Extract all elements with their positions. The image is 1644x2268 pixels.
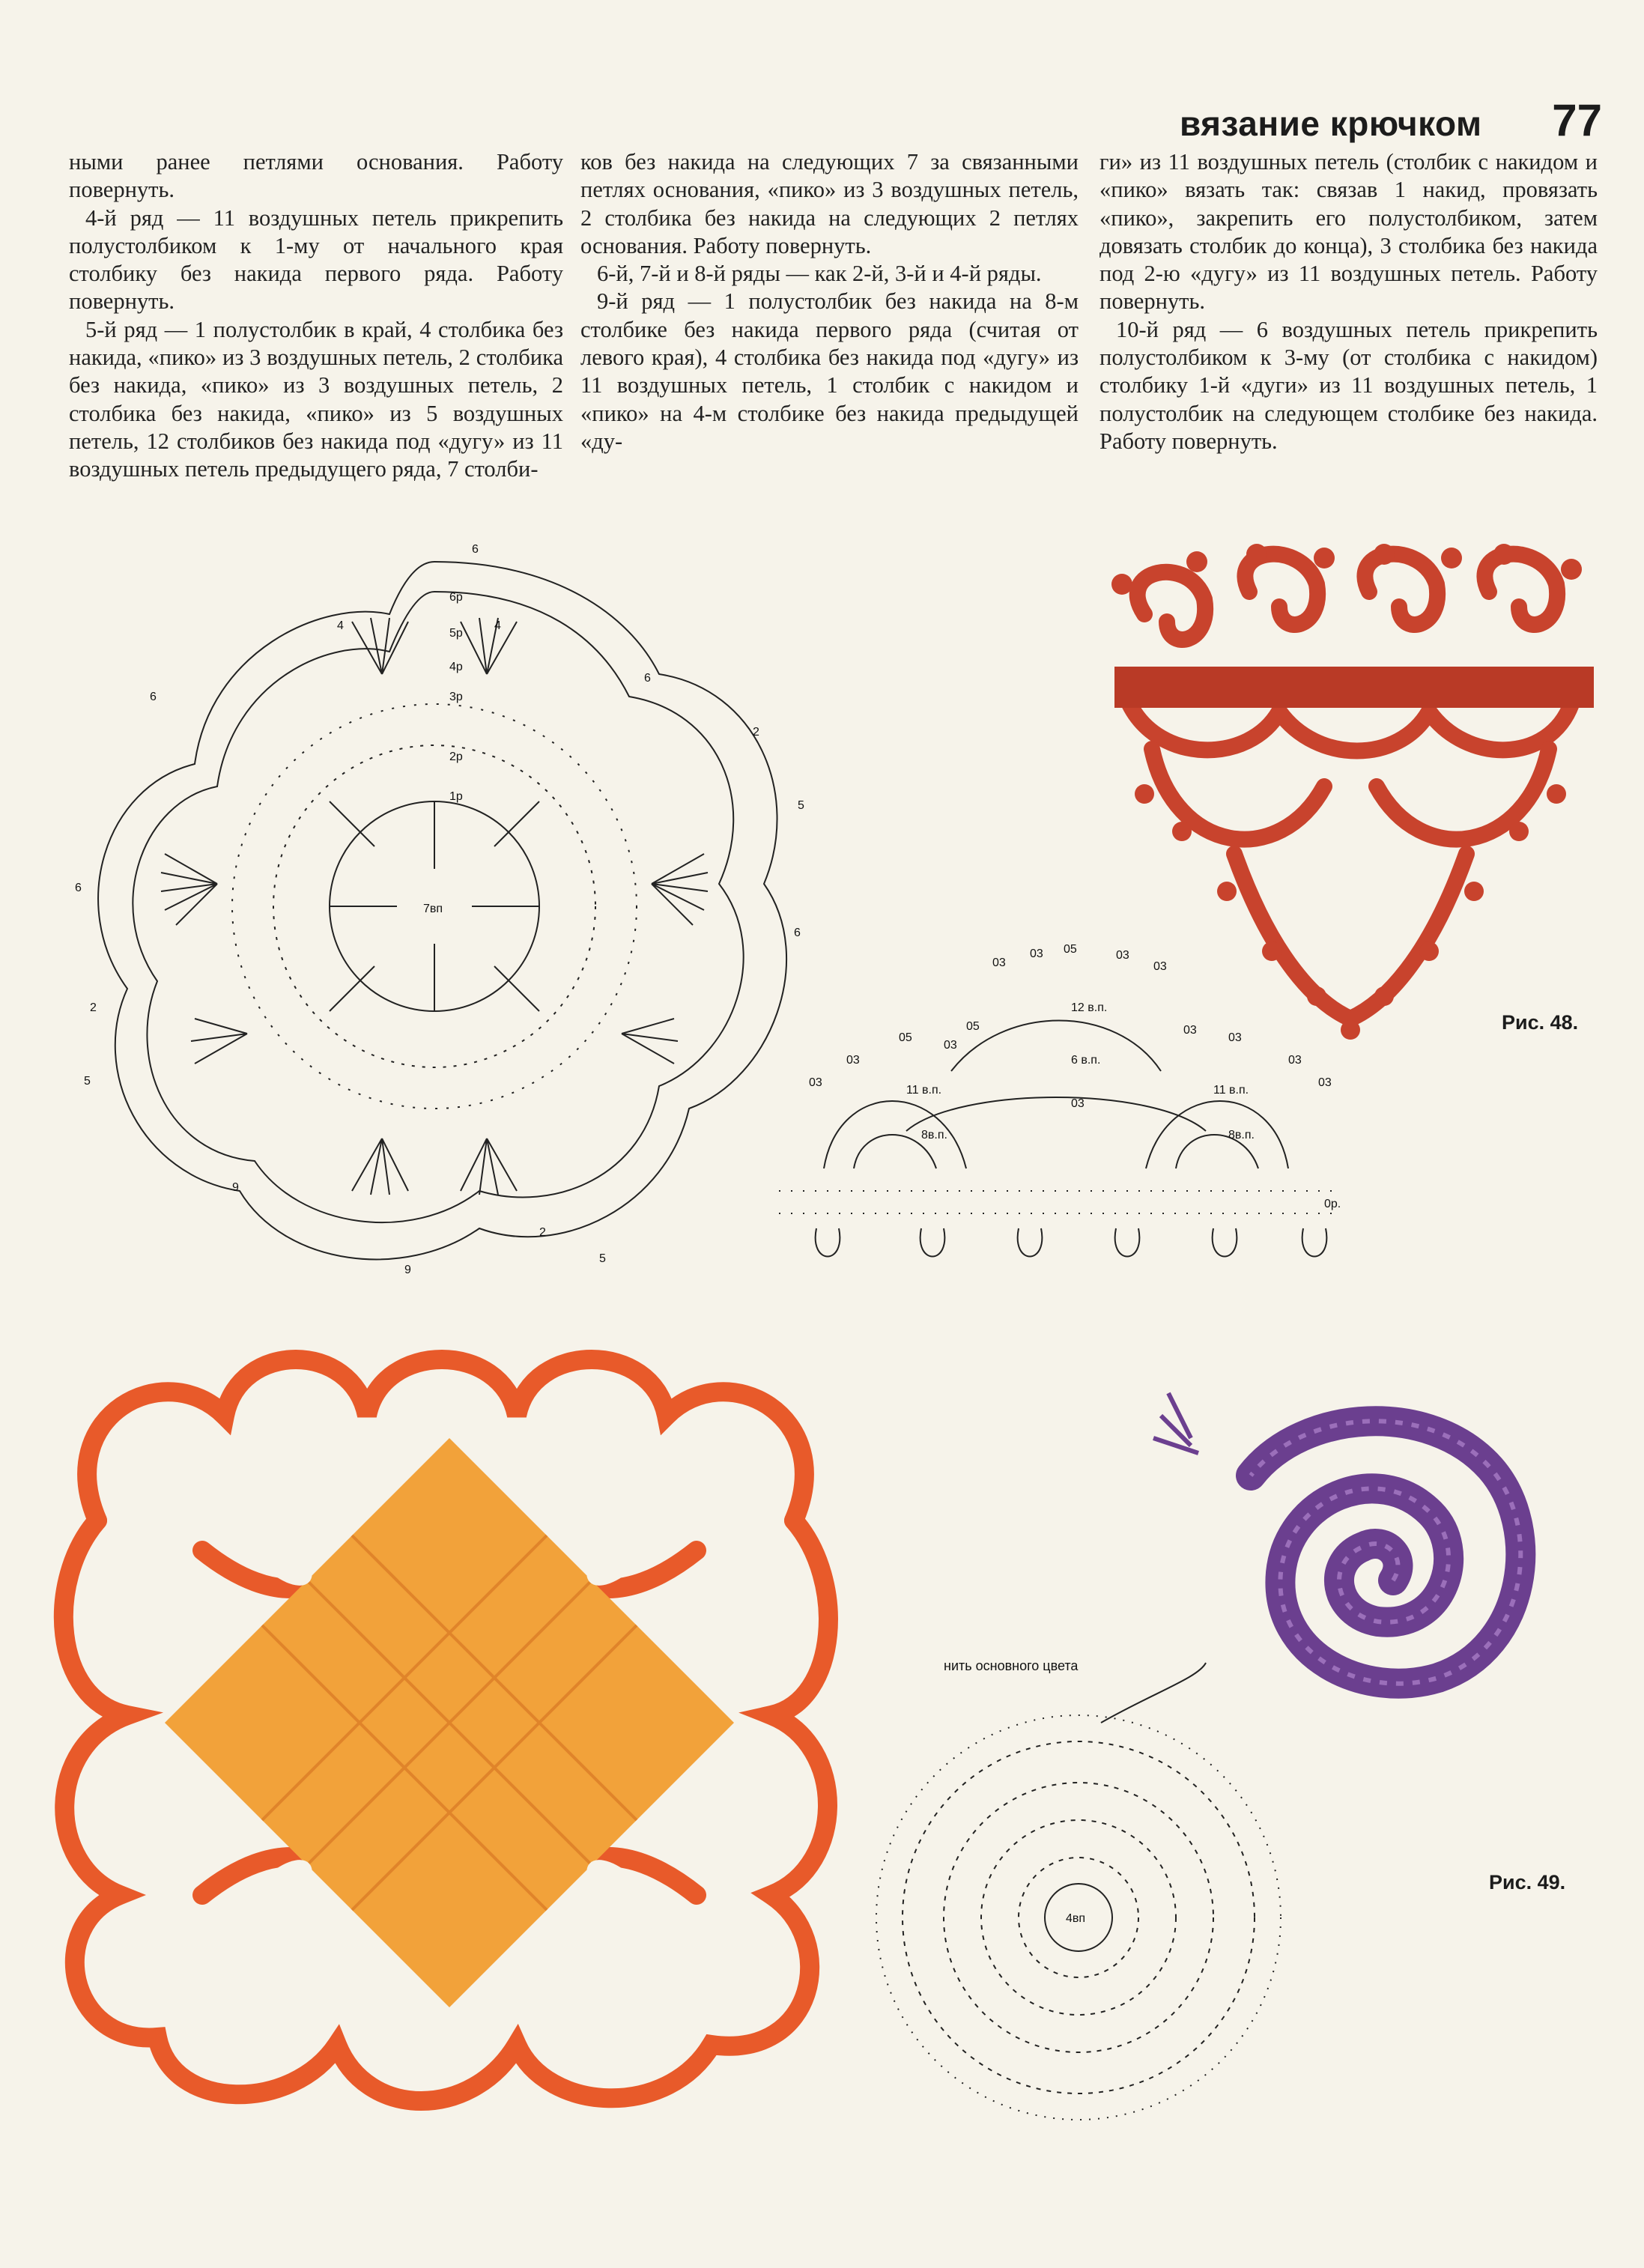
crochet-spiral-diagram <box>854 1648 1303 2127</box>
count-label: 6 <box>150 691 157 703</box>
row-label: 6р <box>449 591 463 604</box>
chain-label: 11 в.п. <box>906 1084 942 1097</box>
pico-label: 03 <box>1071 1097 1085 1110</box>
pico-label: 05 <box>899 1031 912 1044</box>
figure-caption: Рис. 49. <box>1489 1871 1566 1893</box>
count-label: 2 <box>90 1001 97 1014</box>
row-end-label: 0р. <box>1324 1198 1341 1210</box>
page-number: 77 <box>1552 95 1602 145</box>
chain-label: 8в.п. <box>921 1129 947 1141</box>
paragraph: 10-й ряд — 6 воздушных петель прикрепить полустолбиком к 3-му (от столбика с накидом) столбику 1-й «дуги» из 11 воздушных петель, 1 полустолбик на следующем столбике без накида. Работу повернуть. <box>1099 316 1598 454</box>
pico-label: 03 <box>809 1076 822 1089</box>
section-title: вязание крючком <box>1180 104 1482 143</box>
lace-square-photo <box>52 1326 846 2120</box>
pico-label: 03 <box>1318 1076 1332 1089</box>
pico-label: 03 <box>1153 960 1167 973</box>
count-label: 4 <box>494 619 501 632</box>
chain-label: 8в.п. <box>1228 1129 1255 1141</box>
paragraph: 5-й ряд — 1 полустолбик в край, 4 столбика без накида, «пико» из 3 воздушных петель, 2 столбика без накида, «пико» из 3 воздушных петель, 2 столбика без накида, «пико» из 5 воздушных петель, 12 столбиков без накида под «дугу» из 11 воздушных петель предыдущего ряда, 7 столби- <box>69 316 563 482</box>
center-label: 4вп <box>1066 1912 1086 1925</box>
pico-label: 03 <box>846 1054 860 1067</box>
row-label: 5р <box>449 627 463 640</box>
count-label: 6 <box>644 672 651 685</box>
paragraph: 6-й, 7-й и 8-й ряды — как 2-й, 3-й и 4-й ряды. <box>597 261 1042 287</box>
chain-label: 6 в.п. <box>1071 1054 1101 1067</box>
count-label: 6 <box>794 927 801 939</box>
thread-label: нить основного цвета <box>944 1658 1079 1673</box>
pico-label: 05 <box>966 1020 980 1033</box>
paragraph: ги» из 11 воздушных петель (столбик с накидом и «пико» вязать так: связав 1 накид, провязать «пико», закрепить его полустолбиком, затем довязать столбик до конца), 3 столбика без накида под 2-ю «дугу» из 11 воздушных петель. Работу повернуть. <box>1099 149 1598 315</box>
figure-caption: Рис. 48. <box>1502 1011 1579 1034</box>
count-label: 5 <box>599 1252 606 1265</box>
count-label: 6 <box>75 882 82 894</box>
row-label: 3р <box>449 691 463 703</box>
pico-label: 03 <box>944 1039 957 1052</box>
text-column-3 <box>1099 148 1598 455</box>
paragraph: 9-й ряд — 1 полустолбик без накида на 8-м столбике без накида первого ряда (считая от левого края), 4 столбика без накида под «дугу» из 11 воздушных петель, 1 столбик с накидом и «пико» на 4-м столбике без накида предыдущей «ду- <box>580 288 1079 454</box>
row-label: 2р <box>449 751 463 763</box>
count-label: 5 <box>798 799 804 812</box>
count-label: 6 <box>472 543 479 556</box>
paragraph: 4-й ряд — 11 воздушных петель прикрепить полустолбиком к 1-му от начального края столбику без накида первого ряда. Работу повернуть. <box>69 204 563 315</box>
count-label: 9 <box>404 1264 411 1276</box>
text-column-2 <box>580 148 1079 455</box>
row-label: 4р <box>449 661 463 673</box>
chain-label: 12 в.п. <box>1071 1001 1108 1014</box>
pico-label: 03 <box>1116 949 1129 962</box>
center-label: 7вп <box>423 903 443 915</box>
count-label: 2 <box>539 1226 546 1239</box>
crochet-motif-diagram <box>60 532 824 1281</box>
row-label: 1р <box>449 790 463 803</box>
pico-label: 03 <box>1288 1054 1302 1067</box>
crochet-edging-diagram <box>764 936 1348 1311</box>
page-header <box>1165 96 1607 156</box>
pico-label: 03 <box>1183 1024 1197 1037</box>
count-label: 9 <box>232 1181 239 1194</box>
count-label: 2 <box>753 726 759 739</box>
pico-label: 03 <box>1030 947 1043 960</box>
paragraph: ными ранее петлями основания. Работу повернуть. <box>69 149 563 203</box>
count-label: 5 <box>84 1075 91 1088</box>
paragraph: ков без накида на следующих 7 за связанными петлях основания, «пико» из 3 воздушных петель, 2 столбика без накида на следующих 2 петлях основания. Работу повернуть. <box>580 149 1079 258</box>
pico-label: 03 <box>992 956 1006 969</box>
pico-label: 05 <box>1064 943 1077 956</box>
chain-label: 11 в.п. <box>1213 1084 1249 1097</box>
count-label: 4 <box>337 619 344 632</box>
pico-label: 03 <box>1228 1031 1242 1044</box>
text-column-1 <box>69 148 563 484</box>
